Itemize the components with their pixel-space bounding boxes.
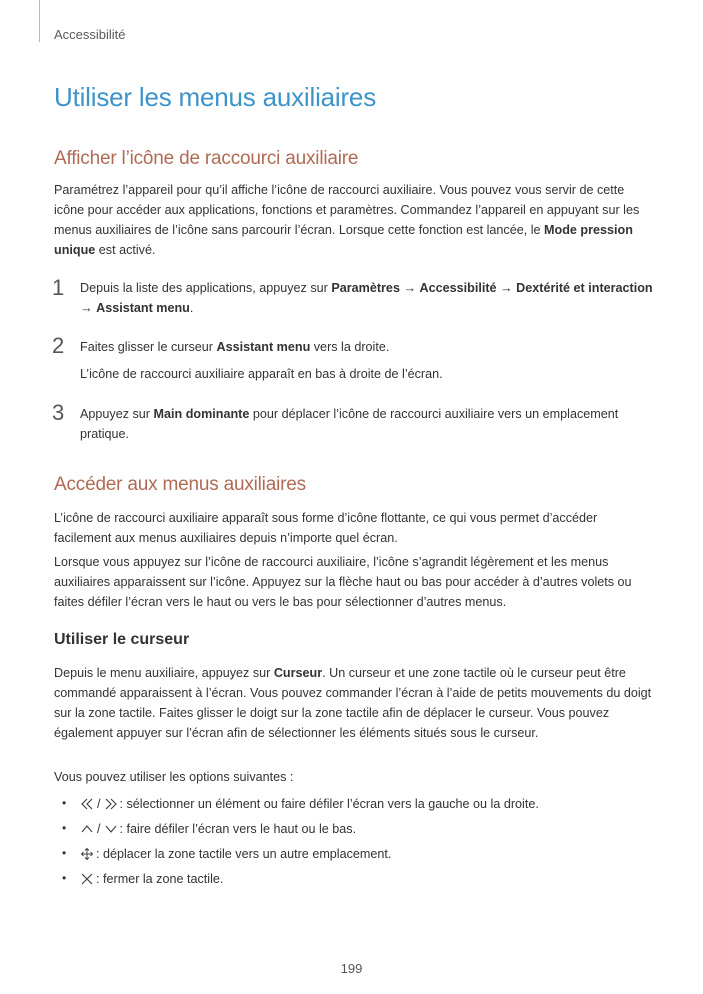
bullet-marker: • xyxy=(62,871,67,885)
section3-paragraph-1: Depuis le menu auxiliaire, appuyez sur Curseur. Un curseur et une zone tactile où le curseur peut être commandé apparaissent à l’écran. Vous pouvez commander l’écran à l’aide de petits mouvements du doigt sur la zone tactile. Faites glisser le doigt sur la zone tactile afin de déplacer le curseur. Vous pouvez également appuyer sur l’écran afin de sélectionner les éléments situés sous le curseur. xyxy=(54,666,652,740)
bullet-marker: • xyxy=(62,846,67,860)
bullet-marker: • xyxy=(62,796,67,810)
bullet-text: : faire défiler l’écran vers le haut ou le bas. xyxy=(119,822,357,836)
subsection-title-cursor: Utiliser le curseur xyxy=(54,631,190,648)
chevron-down-icon xyxy=(104,822,118,836)
page-title: Utiliser les menus auxiliaires xyxy=(54,82,376,112)
bullet-marker: • xyxy=(62,821,67,835)
section-title-access-menus: Accéder aux menus auxiliaires xyxy=(54,474,306,495)
step-number-1: 1 xyxy=(52,275,65,300)
page-number: 199 xyxy=(340,961,363,976)
section1-intro: Paramétrez l’appareil pour qu’il affiche l’icône de raccourci auxiliaire. Vous pouvez vous servir de cette icône pour accéder aux applications, fonctions et paramètres. Commandez l’appareil en appuyant sur les menus auxiliaires de l’icône sans parcourir l’écran. Lorsque cette fonction est lancée, le Mode pression unique est activé. xyxy=(54,183,640,257)
bullet-item-up-down xyxy=(80,819,356,839)
bullet-text: : sélectionner un élément ou faire défiler l’écran vers la gauche ou la droite. xyxy=(119,797,539,811)
double-chevron-right-icon xyxy=(104,797,118,811)
step-2-text: Faites glisser le curseur Assistant menu vers la droite. xyxy=(80,340,390,354)
double-chevron-left-icon xyxy=(80,797,94,811)
bullet-item-left-right xyxy=(80,794,539,814)
section-title-shortcut-icon: Afficher l’icône de raccourci auxiliaire xyxy=(54,148,359,169)
step-number-3: 3 xyxy=(52,400,65,425)
step-3-text: Appuyez sur Main dominante pour déplacer l’icône de raccourci auxiliaire vers un emplacement pratique. xyxy=(80,407,619,441)
bullet-text: : fermer la zone tactile. xyxy=(96,872,224,886)
section2-paragraph-2: Lorsque vous appuyez sur l’icône de raccourci auxiliaire, l’icône s’agrandit légèrement et les menus auxiliaires apparaissent sur l’icône. Appuyez sur la flèche haut ou bas pour accéder à d’autres volets ou faites défiler l’écran vers le haut ou vers le bas pour sélectionner d’autres menus. xyxy=(54,555,632,609)
bullet-text: : déplacer la zone tactile vers un autre emplacement. xyxy=(96,847,392,861)
section3-paragraph-2: Vous pouvez utiliser les options suivantes : xyxy=(54,770,294,784)
close-icon xyxy=(80,872,94,886)
icon-separator: / xyxy=(97,822,101,836)
section2-paragraph-1: L’icône de raccourci auxiliaire apparaît sous forme d’icône flottante, ce qui vous permet d’accéder facilement aux menus auxiliaires depuis n’importe quel écran. xyxy=(54,511,598,545)
header-divider xyxy=(39,0,40,42)
bullet-item-move xyxy=(80,844,391,864)
step-1-text: Depuis la liste des applications, appuyez sur Paramètres → Accessibilité → Dextérité et interaction → Assistant menu. xyxy=(80,281,653,315)
running-header: Accessibilité xyxy=(54,27,126,42)
step-2-note: L’icône de raccourci auxiliaire apparaît en bas à droite de l’écran. xyxy=(80,367,443,381)
bullet-item-close xyxy=(80,869,223,889)
step-number-2: 2 xyxy=(52,333,65,358)
icon-separator: / xyxy=(97,797,101,811)
move-arrows-icon xyxy=(80,847,94,861)
chevron-up-icon xyxy=(80,822,94,836)
